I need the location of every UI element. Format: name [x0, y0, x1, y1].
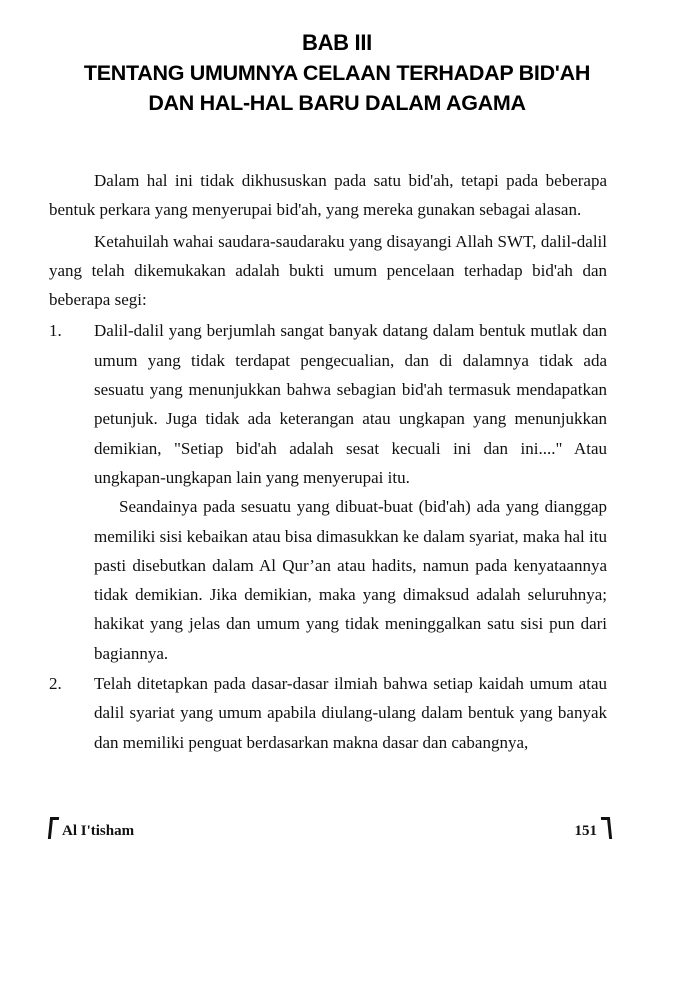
list-item-1-subparagraph: Seandainya pada sesuatu yang dibuat-buat (bid'ah) ada yang dianggap memiliki sisi kebaikan atau bisa dimasukkan ke dalam syariat, maka hal itu pasti disebutkan dalam Al Qur’an atau hadits, namun pada kenyataannya tidak demikian. Jika demikian, maka yang dimaksud adalah seluruhnya; hakikat yang jelas dan umum yang tidak meninggalkan satu sisi pun dari bagiannya. [94, 497, 607, 663]
chapter-label: BAB III [301, 30, 372, 55]
list-number-1: 1. [49, 321, 62, 341]
chapter-title-line-1: TENTANG UMUMNYA CELAAN TERHADAP BID'AH [83, 61, 591, 85]
paragraph-intro: Dalam hal ini tidak dikhususkan pada satu bid'ah, tetapi pada beberapa bentuk perkara yang menyerupai bid'ah, yang mereka gunakan sebagai alasan. [49, 171, 607, 220]
paragraph-dalil: Ketahuilah wahai saudara-saudaraku yang disayangi Allah SWT, dalil-dalil yang telah dikemukakan adalah bukti umum pencelaan terhadap bid'ah dan beberapa segi: [49, 231, 607, 310]
list-item-2 [49, 669, 607, 757]
list-item-2-text: Telah ditetapkan pada dasar-dasar ilmiah bahwa setiap kaidah umum atau dalil syariat yang umum apabila diulang-ulang dalam bentuk yang banyak dan memiliki penguat berdasarkan makna dasar dan cabangnya, [94, 674, 607, 752]
body-text [49, 166, 607, 758]
chapter-title-line-2: DAN HAL-HAL BARU DALAM AGAMA [148, 91, 526, 115]
corner-bracket-right-icon [601, 817, 612, 839]
chapter-heading [40, 28, 634, 118]
list-number-2: 2. [49, 674, 62, 694]
footer-page-number: 151 [574, 823, 597, 839]
corner-bracket-left-icon [48, 817, 59, 839]
page-footer [49, 817, 611, 847]
footer-book-title: Al I'tisham [62, 823, 135, 839]
list-item-1-text: Dalil-dalil yang berjumlah sangat banyak datang dalam bentuk mutlak dan umum yang tidak terdapat pengecualian, dan di dalamnya tidak ada sesuatu yang menunjukkan bahwa sebagian bid'ah termasuk mendapatkan petunjuk. Juga tidak ada keterangan atau ungkapan yang menunjukkan demikian, "Setiap bid'ah adalah sesat kecuali ini dan ini...." Atau ungkapan-ungkapan lain yang menyerupai itu. [94, 321, 607, 487]
list-item-1 [49, 316, 607, 668]
